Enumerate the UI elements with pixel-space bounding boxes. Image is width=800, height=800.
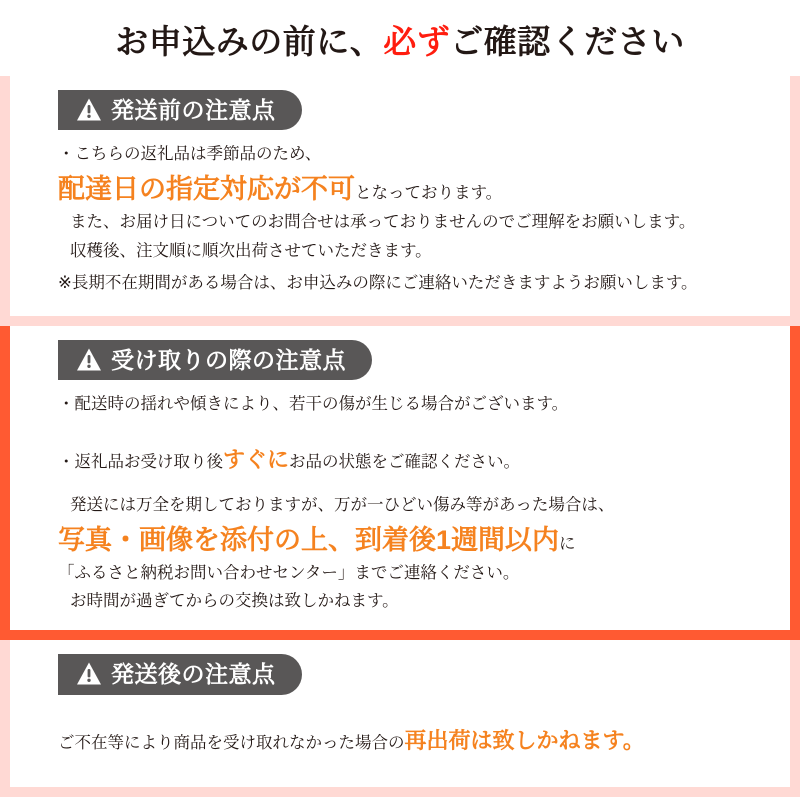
section-shipping-before-inner [10, 76, 790, 316]
warning-triangle-icon [76, 97, 102, 123]
notice-line: 「ふるさと納税お問い合わせセンター」までご連絡ください。 [58, 563, 520, 582]
notice-line-part-c: お品の状態をご確認ください。 [289, 452, 521, 471]
notice-emphasis-text: 写真・画像を添付の上、到着後1週間以内 [58, 524, 560, 555]
notice-line-part-emphasis: 再出荷は致しかねます。 [404, 728, 645, 754]
section-shipping-after-tag [58, 654, 302, 695]
section-receiving-tag-label: 受け取りの際の注意点 [111, 346, 346, 373]
section-receiving [0, 326, 800, 640]
notice-emphasis-text: 配達日の指定対応が不可 [58, 173, 355, 204]
notice-line-part-a: ご不在等により商品を受け取れなかった場合の [58, 734, 405, 753]
page-title [0, 0, 800, 76]
section-receiving-tag [58, 340, 372, 381]
notice-line: また、お届け日についてのお問合せは承っておりませんのでご理解をお願いします。 [70, 213, 696, 231]
notice-line-mixed [58, 442, 770, 477]
notice-emphasis-tail: となっております。 [355, 183, 503, 202]
section-shipping-after [0, 640, 800, 797]
notice-emphasis-tail: に [559, 534, 576, 553]
section-receiving-inner [10, 326, 790, 630]
notice-line-part-a: ・返礼品お受け取り後 [58, 452, 223, 471]
notice-line-mixed [58, 723, 770, 758]
section-shipping-before-tag [58, 90, 302, 131]
notice-line: 発送には万全を期しておりますが、万が一ひどい傷み等があった場合は、 [70, 496, 615, 515]
notice-line-part-emphasis: すぐに [223, 446, 290, 472]
notice-line: ※長期不在期間がある場合は、お申込みの際にご連絡いただきますようお願いします。 [58, 274, 698, 293]
page-title-after: ご確認ください [450, 23, 685, 60]
page-title-before: お申込みの前に、 [115, 23, 384, 60]
notice-line: ・配送時の揺れや傾きにより、若干の傷が生じる場合がございます。 [58, 395, 569, 414]
notice-emphasis [58, 523, 770, 558]
section-shipping-before-body [10, 116, 790, 296]
warning-triangle-icon [76, 347, 102, 373]
notice-line: ・こちらの返礼品は季節品のため、 [58, 145, 322, 164]
page-title-accent: 必ず [383, 23, 451, 60]
section-shipping-after-tag-label: 発送後の注意点 [111, 660, 276, 687]
section-shipping-after-inner [10, 640, 790, 787]
notice-line: お時間が過ぎてからの交換は致しかねます。 [70, 592, 399, 611]
notice-emphasis [58, 172, 770, 207]
notice-line: 収穫後、注文順に順次出荷させていただきます。 [70, 241, 432, 260]
warning-triangle-icon [76, 661, 102, 687]
section-receiving-body [10, 366, 790, 615]
section-shipping-before-tag-label: 発送前の注意点 [111, 96, 276, 123]
section-shipping-before [0, 76, 800, 326]
